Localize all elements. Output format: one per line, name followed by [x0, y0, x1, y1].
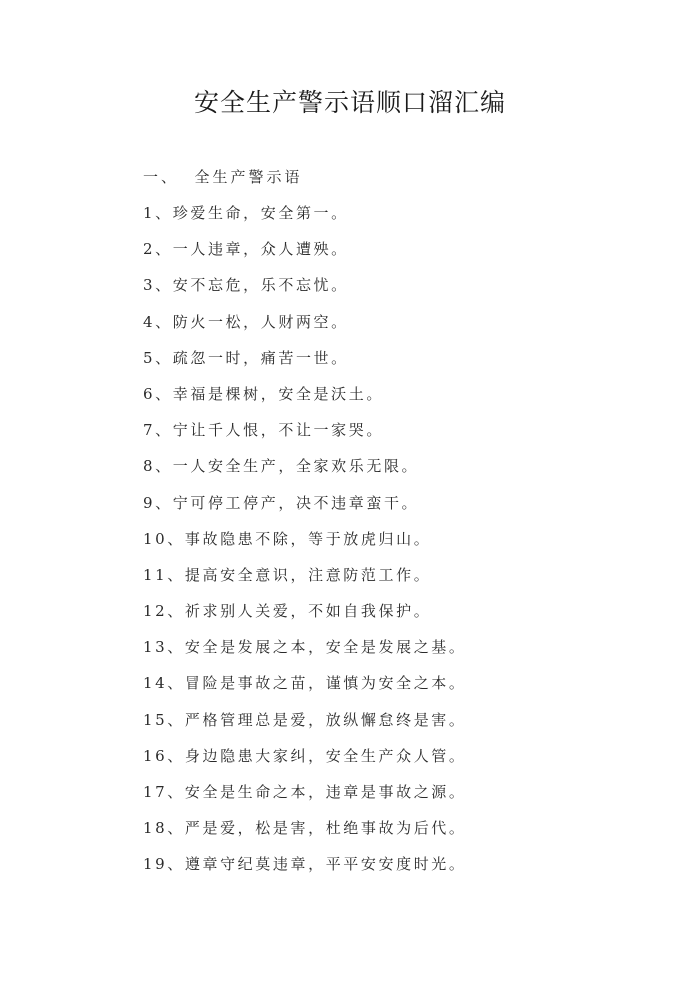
section-heading: 一、 全生产警示语: [143, 168, 303, 186]
slogan-item: 8、一人安全生产，全家欢乐无限。: [143, 457, 420, 476]
slogan-item: 13、安全是发展之本，安全是发展之基。: [143, 638, 467, 657]
slogan-item: 14、冒险是事故之苗，谨慎为安全之本。: [143, 674, 467, 693]
slogan-item: 15、严格管理总是爱，放纵懈怠终是害。: [143, 710, 467, 729]
slogan-item: 10、事故隐患不除，等于放虎归山。: [143, 529, 432, 548]
slogan-item: 7、宁让千人恨，不让一家哭。: [143, 421, 384, 440]
slogan-item: 4、防火一松，人财两空。: [143, 312, 349, 331]
slogan-item: 5、疏忽一时，痛苦一世。: [143, 348, 349, 367]
slogan-item: 3、安不忘危，乐不忘忧。: [143, 276, 349, 295]
slogan-item: 19、遵章守纪莫违章，平平安安度时光。: [143, 855, 467, 874]
document-title: 安全生产警示语顺口溜汇编: [193, 88, 506, 117]
slogan-item: 1、珍爱生命，安全第一。: [143, 204, 349, 222]
slogan-item: 17、安全是生命之本，违章是事故之源。: [143, 783, 467, 801]
slogan-item: 18、严是爱，松是害，杜绝事故为后代。: [143, 819, 467, 838]
slogan-item: 16、身边隐患大家纠，安全生产众人管。: [143, 746, 467, 765]
slogan-item: 9、宁可停工停产，决不违章蛮干。: [143, 493, 420, 512]
slogan-item: 2、一人违章，众人遭殃。: [143, 240, 349, 259]
slogan-item: 11、提高安全意识，注意防范工作。: [143, 565, 432, 584]
slogan-item: 6、幸福是棵树，安全是沃土。: [143, 384, 384, 403]
slogan-list: [143, 202, 467, 890]
slogan-item: 12、祈求别人关爱，不如自我保护。: [143, 602, 432, 621]
